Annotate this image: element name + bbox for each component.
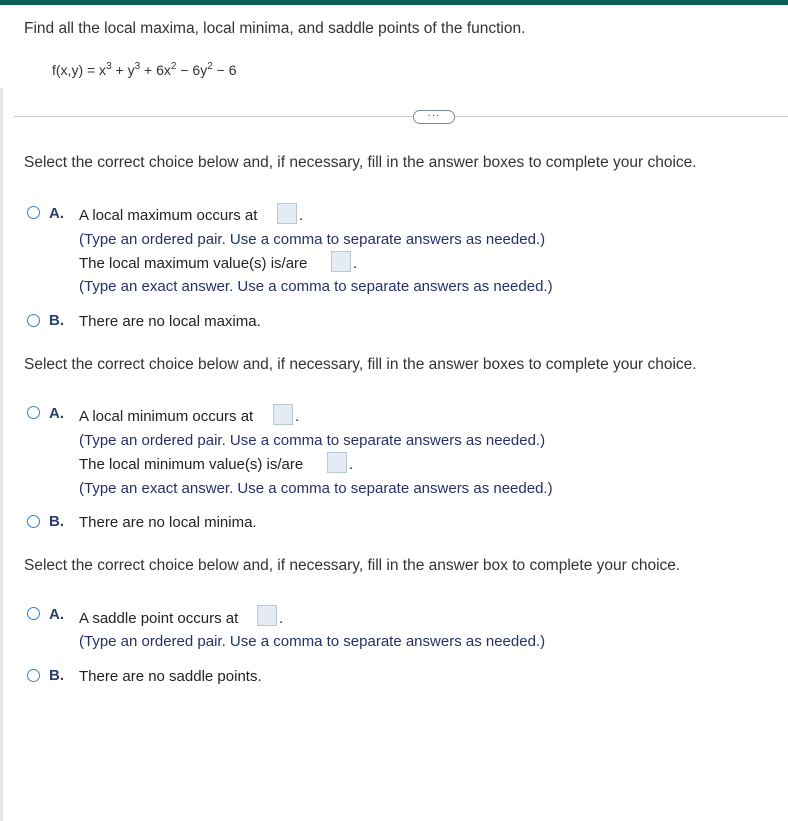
saddle-option-a-letter: A. [49, 606, 64, 623]
function-formula: $f(x,y) = x^3 + y^3 + 6x^2 - 6y^2 - 6$ [52, 61, 237, 78]
maxima-prompt: Select the correct choice below and, if necessary, fill in the answer boxes to complete your choice. [24, 154, 697, 171]
minima-option-a-letter: A. [49, 405, 64, 422]
left-edge-rule [0, 88, 3, 821]
maxima-location-input[interactable] [277, 203, 297, 224]
saddle-location-input[interactable] [257, 605, 277, 626]
maxima-option-b-letter: B. [49, 312, 64, 329]
maxima-option-a-radio[interactable] [27, 206, 40, 219]
question-text: Find all the local maxima, local minima, and saddle points of the function. [24, 20, 526, 37]
maxima-option-b-text: There are no local maxima. [79, 313, 261, 330]
minima-location-input[interactable] [273, 404, 293, 425]
saddle-location-hint: (Type an ordered pair. Use a comma to separate answers as needed.) [79, 633, 546, 650]
minima-option-b-radio[interactable] [27, 515, 40, 528]
minima-value-hint: (Type an exact answer. Use a comma to separate answers as needed.) [79, 480, 553, 497]
minima-prompt: Select the correct choice below and, if necessary, fill in the answer boxes to complete your choice. [24, 356, 697, 373]
top-accent-bar [0, 0, 788, 5]
minima-option-b-letter: B. [49, 513, 64, 530]
section-divider [14, 116, 788, 117]
minima-option-a-radio[interactable] [27, 406, 40, 419]
period: . [295, 408, 300, 425]
saddle-location-label: A saddle point occurs at [79, 610, 239, 627]
maxima-value-hint: (Type an exact answer. Use a comma to separate answers as needed.) [79, 278, 553, 295]
period: . [349, 456, 354, 473]
maxima-value-input[interactable] [331, 251, 351, 272]
maxima-location-hint: (Type an ordered pair. Use a comma to separate answers as needed.) [79, 231, 546, 248]
expand-more-button[interactable]: ··· [413, 110, 455, 124]
saddle-prompt: Select the correct choice below and, if necessary, fill in the answer box to complete your choice. [24, 557, 681, 574]
minima-option-b-text: There are no local minima. [79, 514, 257, 531]
period: . [353, 255, 358, 272]
maxima-option-a-letter: A. [49, 205, 64, 222]
maxima-location-label: A local maximum occurs at [79, 207, 258, 224]
saddle-option-a-radio[interactable] [27, 607, 40, 620]
maxima-value-label: The local maximum value(s) is/are [79, 255, 308, 272]
saddle-option-b-text: There are no saddle points. [79, 668, 262, 685]
period: . [279, 610, 284, 627]
saddle-option-b-letter: B. [49, 667, 64, 684]
maxima-option-b-radio[interactable] [27, 314, 40, 327]
minima-location-label: A local minimum occurs at [79, 408, 254, 425]
minima-value-label: The local minimum value(s) is/are [79, 456, 304, 473]
minima-location-hint: (Type an ordered pair. Use a comma to separate answers as needed.) [79, 432, 546, 449]
minima-value-input[interactable] [327, 452, 347, 473]
saddle-option-b-radio[interactable] [27, 669, 40, 682]
period: . [299, 207, 304, 224]
